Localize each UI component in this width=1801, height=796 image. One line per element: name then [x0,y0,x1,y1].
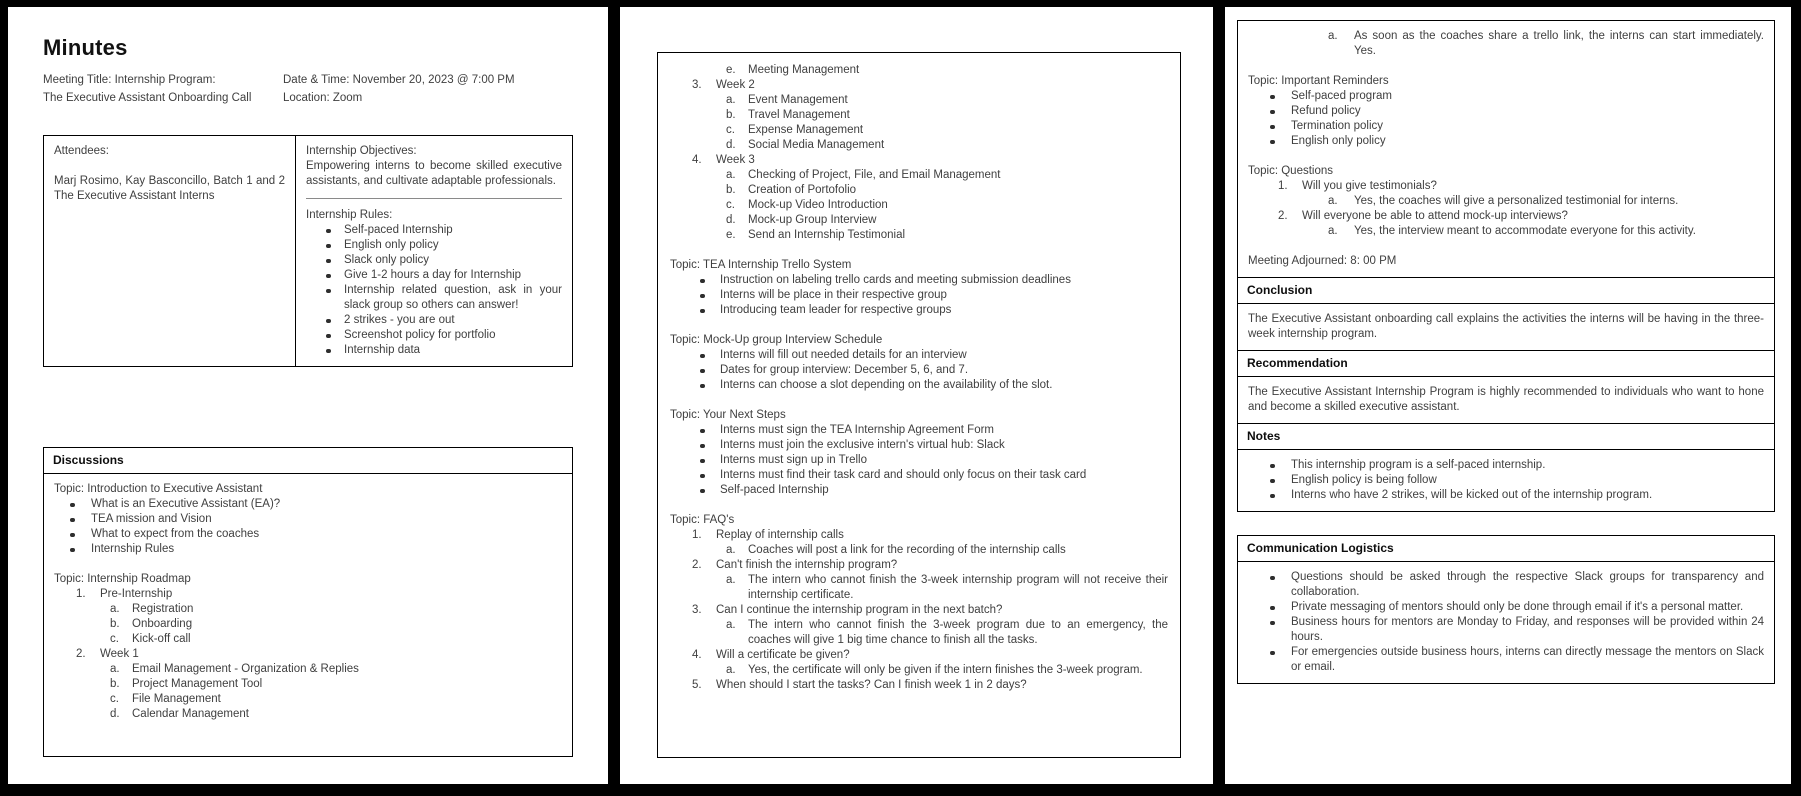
lettered-item [670,93,1168,108]
item-text: Event Management [748,94,848,106]
item-text: Week 1 [100,648,139,660]
bullet-item: Internship Rules [54,542,562,557]
notes-list [1248,458,1764,503]
bullet-item: Interns must join the exclusive intern's virtual hub: Slack [670,438,1168,453]
lettered-item [670,63,1168,78]
question-text: Replay of internship calls [716,529,844,541]
item-number: 2. [76,648,86,660]
recommendation-header: Recommendation [1238,350,1774,377]
rule-item: Slack only policy [306,253,562,268]
answer-text: The intern who cannot finish the 3-week internship program will not receive their internship certificate. [748,574,1168,601]
item-text: Creation of Portofolio [748,184,857,196]
bullet-item: Dates for group interview: December 5, 6, and 7. [670,363,1168,378]
item-letter: c. [110,693,119,705]
recommendation-text: The Executive Assistant Internship Program is highly recommended to individuals who want to hone and become a skilled executive assistant. [1248,386,1764,413]
objectives-label: Internship Objectives: [306,145,417,157]
item-letter: c. [726,124,735,136]
attendees-label: Attendees: [54,145,109,157]
item-letter: a. [1328,30,1338,42]
item-letter: c. [110,633,119,645]
meeting-adjourned: Meeting Adjourned: 8: 00 PM [1248,255,1397,267]
item-text: Week 2 [716,79,755,91]
rule-item: 2 strikes - you are out [306,313,562,328]
communication-item: Questions should be asked through the respective Slack groups for transparency and collaboration. [1248,570,1764,600]
item-text: Project Management Tool [132,678,263,690]
bullet-item: Interns can choose a slot depending on the availability of the slot. [670,378,1168,393]
communication-logistics-cell [1238,562,1774,683]
bullet-item: Interns will be place in their respective group [670,288,1168,303]
lettered-item [670,228,1168,243]
numbered-item [670,153,1168,168]
item-letter: a. [110,663,120,675]
note-item: English policy is being follow [1248,473,1764,488]
item-letter: a. [110,603,120,615]
topic-bullet-list [1248,89,1764,149]
attendees-cell [44,136,296,366]
topic-label: Topic: Important Reminders [1248,75,1389,87]
item-letter: b. [110,618,120,630]
numbered-item [670,78,1168,93]
item-text: Pre-Internship [100,588,173,600]
item-text: Kick-off call [132,633,191,645]
spacer [670,243,1168,258]
note-item: Interns who have 2 strikes, will be kicked out of the internship program. [1248,488,1764,503]
lettered-item [670,183,1168,198]
question-text: Will a certificate be given? [716,649,850,661]
spacer [670,393,1168,408]
item-letter: e. [726,64,736,76]
lettered-item [54,632,562,647]
item-letter: a. [726,544,736,556]
lettered-item [54,692,562,707]
lettered-item [1248,29,1764,59]
communication-logistics-header: Communication Logistics [1238,536,1774,562]
lettered-item [670,123,1168,138]
item-number: 1. [76,588,86,600]
answer-text: The intern who cannot finish the 3-week program due to an emergency, the coaches will give 1 big time chance to finish all the tasks. [748,619,1168,646]
bullet-item: What is an Executive Assistant (EA)? [54,497,562,512]
discussions-table [43,447,573,757]
item-number: 5. [692,679,702,691]
topic-label: Topic: Mock-Up group Interview Schedule [670,334,883,346]
item-number: 1. [1278,180,1288,192]
question-text: When should I start the tasks? Can I finish week 1 in 2 days? [716,679,1027,691]
rule-item: Screenshot policy for portfolio [306,328,562,343]
bullet-item: TEA mission and Vision [54,512,562,527]
faq-question [670,678,1168,693]
item-letter: a. [726,94,736,106]
topic-bullet-list [670,423,1168,498]
question-text: Will you give testimonials? [1302,180,1437,192]
lettered-item [670,138,1168,153]
page-3 [1225,7,1791,784]
bullet-item: Instruction on labeling trello cards and meeting submission deadlines [670,273,1168,288]
lettered-item [54,677,562,692]
discussions-continued-box [657,52,1181,758]
meeting-datetime-block [283,71,515,107]
minutes-continued-box [1237,20,1775,512]
question-text: Will everyone be able to attend mock-up interviews? [1302,210,1568,222]
topic-label: Topic: Questions [1248,165,1334,177]
attendees-line1: Marj Rosimo, Kay Basconcillo, Batch 1 and 2 [54,175,285,187]
bullet-item: Interns must sign the TEA Internship Agreement Form [670,423,1168,438]
item-text: Send an Internship Testimonial [748,229,906,241]
faq-answer [670,543,1168,558]
faq-answer [670,663,1168,678]
item-text: Checking of Project, File, and Email Management [748,169,1001,181]
lettered-item [54,707,562,722]
item-number: 2. [1278,210,1288,222]
topic-bullet-list [54,497,562,557]
rule-item: English only policy [306,238,562,253]
spacer [54,557,562,572]
question-item [1248,179,1764,194]
note-item: This internship program is a self-paced internship. [1248,458,1764,473]
spacer [1248,239,1764,254]
item-letter: d. [726,214,736,226]
spacer [54,159,285,174]
item-letter: a. [1328,195,1338,207]
discussions-header: Discussions [44,448,572,474]
item-number: 4. [692,649,702,661]
communication-logistics-box [1237,535,1775,684]
spacer [1248,59,1764,74]
bullet-item: What to expect from the coaches [54,527,562,542]
answer-text: Coaches will post a link for the recording of the internship calls [748,544,1066,556]
bullet-item: Introducing team leader for respective groups [670,303,1168,318]
topic-label: Topic: Internship Roadmap [54,573,191,585]
rule-item: Give 1-2 hours a day for Internship [306,268,562,283]
spacer [1248,149,1764,164]
conclusion-header: Conclusion [1238,277,1774,304]
item-letter: c. [726,199,735,211]
bullet-item: Interns will fill out needed details for an interview [670,348,1168,363]
item-letter: a. [726,619,736,631]
item-letter: b. [726,184,736,196]
lettered-item [54,617,562,632]
item-number: 4. [692,154,702,166]
lettered-item [54,662,562,677]
faq-answer [670,618,1168,648]
item-letter: a. [726,574,736,586]
topic-bullet-list [670,273,1168,318]
numbered-item [54,647,562,662]
item-text: Registration [132,603,194,615]
meeting-title-block [43,71,283,107]
item-number: 3. [692,79,702,91]
communication-list [1248,570,1764,675]
numbered-item [54,587,562,602]
lettered-item [54,602,562,617]
continued-content-cell [1238,21,1774,277]
lettered-item [670,108,1168,123]
answer-item [1248,224,1764,239]
notes-header: Notes [1238,423,1774,450]
attendees-objectives-table [43,135,573,367]
bullet-item: Interns must find their task card and should only focus on their task card [670,468,1168,483]
item-text: Calendar Management [132,708,249,720]
table-row [44,136,572,366]
faq-question [670,528,1168,543]
item-letter: b. [110,678,120,690]
answer-text: Yes, the interview meant to accommodate everyone for this activity. [1354,225,1696,237]
item-text: Meeting Management [748,64,860,76]
meeting-location: Location: Zoom [283,92,363,104]
item-number: 2. [692,559,702,571]
rule-item: Self-paced Internship [306,223,562,238]
rules-list [306,223,562,358]
rule-item: Internship related question, ask in your slack group so others can answer! [306,283,562,313]
rule-item: Internship data [306,343,562,358]
item-letter: d. [726,139,736,151]
item-letter: a. [726,169,736,181]
attendees-line2: The Executive Assistant Interns [54,190,215,202]
faq-answer [670,573,1168,603]
item-text: Email Management - Organization & Replies [132,663,359,675]
spacer [670,318,1168,333]
communication-item: For emergencies outside business hours, interns can directly message the mentors on Slack or email. [1248,645,1764,675]
meeting-meta [43,71,573,107]
item-letter: a. [1328,225,1338,237]
page-title: Minutes [43,35,128,60]
answer-item [1248,194,1764,209]
meeting-title-line2: The Executive Assistant Onboarding Call [43,92,252,104]
bullet-item: Self-paced Internship [670,483,1168,498]
bullet-item: Termination policy [1248,119,1764,134]
bullet-item: English only policy [1248,134,1764,149]
item-number: 1. [692,529,702,541]
meeting-title-line1: Meeting Title: Internship Program: [43,74,216,86]
item-text [1354,29,1764,59]
answer-line1: As soon as the coaches share a trello link, the interns can start immediately. [1354,30,1764,42]
faq-question [670,648,1168,663]
topic-label: Topic: Introduction to Executive Assistant [54,483,263,495]
question-text: Can't finish the internship program? [716,559,898,571]
communication-item: Business hours for mentors are Monday to Friday, and responses will be provided within 24 hours. [1248,615,1764,645]
divider-line [306,198,562,199]
answer-text: Yes, the coaches will give a personalized testimonial for interns. [1354,195,1679,207]
item-text: Expense Management [748,124,864,136]
item-text: Mock-up Group Interview [748,214,877,226]
objectives-cell [296,136,572,366]
item-letter: b. [726,109,736,121]
item-number: 3. [692,604,702,616]
topic-label: Topic: FAQ's [670,514,735,526]
communication-item: Private messaging of mentors should only be done through email if it's a personal matter. [1248,600,1764,615]
topic-label: Topic: TEA Internship Trello System [670,259,852,271]
item-text: Mock-up Video Introduction [748,199,888,211]
faq-question [670,558,1168,573]
item-text: File Management [132,693,221,705]
topic-bullet-list [670,348,1168,393]
bullet-item: Self-paced program [1248,89,1764,104]
notes-cell [1238,450,1774,511]
item-text: Social Media Management [748,139,885,151]
bullet-item: Refund policy [1248,104,1764,119]
objectives-text: Empowering interns to become skilled executive assistants, and cultivate adaptable professionals. [306,160,562,187]
conclusion-text: The Executive Assistant onboarding call explains the activities the interns will be having in the three-week internship program. [1248,313,1764,340]
question-text: Can I continue the internship program in the next batch? [716,604,1003,616]
page-1 [8,7,608,784]
item-letter: e. [726,229,736,241]
bullet-item: Interns must sign up in Trello [670,453,1168,468]
meeting-datetime: Date & Time: November 20, 2023 @ 7:00 PM [283,74,515,86]
lettered-item [670,198,1168,213]
page-2 [620,7,1213,784]
spacer [670,498,1168,513]
item-letter: a. [726,664,736,676]
discussions-body [44,474,572,756]
item-text: Week 3 [716,154,755,166]
answer-line2: Yes. [1354,45,1376,57]
topic-label: Topic: Your Next Steps [670,409,786,421]
item-text: Onboarding [132,618,193,630]
lettered-item [670,213,1168,228]
item-letter: d. [110,708,120,720]
item-text: Travel Management [748,109,850,121]
lettered-item [670,168,1168,183]
question-item [1248,209,1764,224]
rules-label: Internship Rules: [306,209,393,221]
faq-question [670,603,1168,618]
answer-text: Yes, the certificate will only be given if the intern finishes the 3-week program. [748,664,1143,676]
